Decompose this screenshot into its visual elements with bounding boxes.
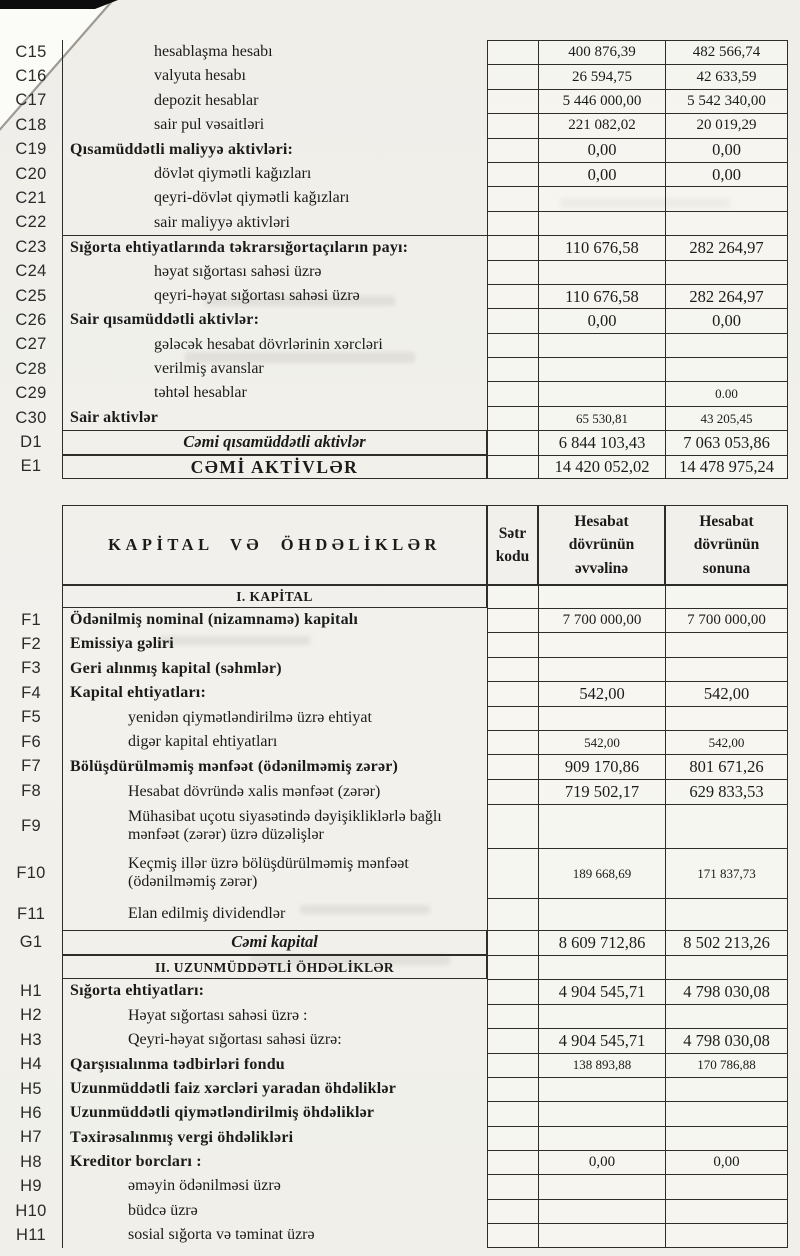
row-code: H3 — [20, 1030, 42, 1049]
value-period-end: 0.00 — [665, 381, 788, 405]
table-row — [0, 979, 788, 1003]
value-period-begin — [538, 898, 665, 930]
value-period-end: 43 205,45 — [665, 406, 788, 430]
table-row — [0, 779, 788, 804]
row-label: II. UZUNMÜDDƏTLİ ÖHDƏLİKLƏR — [62, 955, 487, 979]
line-code-cell — [487, 186, 538, 210]
value-period-begin — [538, 1077, 665, 1101]
line-code-cell — [487, 308, 538, 332]
row-code: F6 — [21, 732, 41, 751]
value-period-end: 542,00 — [665, 681, 788, 705]
row-label: sair maliyyə aktivləri — [62, 211, 487, 235]
row-label: Sığorta ehtiyatları: — [62, 979, 487, 1003]
value-period-begin: 7 700 000,00 — [538, 608, 665, 632]
row-label: Sair qısamüddətli aktivlər: — [62, 308, 487, 332]
row-label: dövlət qiymətli kağızları — [62, 162, 487, 186]
header-period-begin-column: Hesabat dövrünün əvvəlinə — [538, 505, 665, 585]
line-code-cell — [487, 585, 538, 608]
table-row — [0, 754, 788, 779]
value-period-end — [665, 804, 788, 848]
row-code: H1 — [20, 982, 42, 1001]
value-period-end: 8 502 213,26 — [665, 930, 788, 955]
line-code-cell — [487, 898, 538, 930]
line-code-cell — [487, 1053, 538, 1077]
value-period-end: 4 798 030,08 — [665, 1028, 788, 1052]
row-code: H10 — [15, 1201, 47, 1220]
value-period-end — [665, 632, 788, 656]
value-period-end: 0,00 — [665, 1150, 788, 1174]
line-code-cell — [487, 455, 538, 479]
row-label: Sair aktivlər — [62, 406, 487, 430]
row-code: D1 — [20, 432, 42, 451]
value-period-end: 282 264,97 — [665, 284, 788, 308]
row-label: Hesabat dövründə xalis mənfəət (zərər) — [62, 779, 487, 804]
row-label: büdcə üzrə — [62, 1199, 487, 1223]
row-code: F10 — [16, 863, 46, 882]
row-code: G1 — [19, 933, 43, 952]
row-label: Qarşısıalınma tədbirləri fondu — [62, 1053, 487, 1077]
header-title: KAPİTAL VƏ ÖHDƏLİKLƏR — [62, 505, 487, 585]
row-code: C21 — [15, 189, 47, 208]
row-label: valyuta hesabı — [62, 64, 487, 88]
value-period-end: 482 566,74 — [665, 40, 788, 64]
row-code — [0, 585, 62, 608]
row-code: F2 — [21, 635, 41, 654]
line-code-cell — [487, 406, 538, 430]
row-label: həyat sığortası sahəsi üzrə — [62, 260, 487, 284]
row-label: Uzunmüddətli faiz xərcləri yaradan öhdəliklər — [62, 1077, 487, 1101]
row-code: H11 — [16, 1225, 46, 1244]
value-period-begin: 0,00 — [538, 1150, 665, 1174]
value-period-begin — [538, 955, 665, 979]
row-code: C25 — [15, 286, 47, 305]
value-period-end — [665, 1004, 788, 1028]
row-code: C16 — [15, 67, 47, 86]
row-label: Ödənilmiş nominal (nizamnamə) kapitalı — [62, 608, 487, 632]
value-period-begin: 4 904 545,71 — [538, 1028, 665, 1052]
row-label: Sığorta ehtiyatlarında təkrarsığortaçıların payı: — [62, 235, 487, 259]
line-code-cell — [487, 284, 538, 308]
row-code: C28 — [15, 359, 47, 378]
line-code-cell — [487, 930, 538, 955]
table-row — [0, 455, 788, 479]
line-code-cell — [487, 1174, 538, 1198]
line-code-cell — [487, 1077, 538, 1101]
value-period-end — [665, 1174, 788, 1198]
row-label: Bölüşdürülməmiş mənfəət (ödənilməmiş zərər) — [62, 754, 487, 779]
line-code-cell — [487, 681, 538, 705]
line-code-cell — [487, 1126, 538, 1150]
row-code: C15 — [15, 42, 47, 61]
line-code-cell — [487, 657, 538, 681]
value-period-begin: 909 170,86 — [538, 754, 665, 779]
value-period-end: 4 798 030,08 — [665, 979, 788, 1003]
row-label: Təxirəsalınmış vergi öhdəlikləri — [62, 1126, 487, 1150]
table-row — [0, 1174, 788, 1198]
value-period-end — [665, 1199, 788, 1223]
row-code: C29 — [15, 384, 47, 403]
line-code-cell — [487, 1150, 538, 1174]
value-period-begin: 65 530,81 — [538, 406, 665, 430]
row-label: Uzunmüddətli qiymətləndirilmiş öhdəliklər — [62, 1101, 487, 1125]
row-label: digər kapital ehtiyatları — [62, 730, 487, 754]
line-code-cell — [487, 706, 538, 730]
value-period-begin — [538, 1174, 665, 1198]
value-period-begin — [538, 186, 665, 210]
row-code: F3 — [21, 659, 41, 678]
value-period-end — [665, 706, 788, 730]
value-period-end: 801 671,26 — [665, 754, 788, 779]
row-code: F5 — [21, 708, 41, 727]
capital-liabilities-table — [0, 505, 788, 1248]
table-row — [0, 1077, 788, 1101]
line-code-cell — [487, 333, 538, 357]
row-code: F7 — [21, 757, 41, 776]
row-label: Elan edilmiş dividendlər — [62, 898, 487, 930]
value-period-end: 629 833,53 — [665, 779, 788, 804]
row-label: qeyri-dövlət qiymətli kağızları — [62, 186, 487, 210]
value-period-end — [665, 898, 788, 930]
line-code-cell — [487, 1028, 538, 1052]
value-period-end: 171 837,73 — [665, 848, 788, 898]
line-code-cell — [487, 804, 538, 848]
row-code: C22 — [15, 213, 47, 232]
line-code-cell — [487, 730, 538, 754]
row-label: Kapital ehtiyatları: — [62, 681, 487, 705]
value-period-end: 20 019,29 — [665, 113, 788, 137]
row-label: hesablaşma hesabı — [62, 40, 487, 64]
row-code — [0, 955, 62, 979]
table-row — [0, 162, 788, 186]
line-code-cell — [487, 357, 538, 381]
header-line-code-column: Sətr kodu — [487, 505, 538, 585]
table-row — [0, 64, 788, 88]
table-row — [0, 657, 788, 681]
value-period-begin — [538, 1223, 665, 1247]
value-period-end — [665, 357, 788, 381]
value-period-begin: 26 594,75 — [538, 64, 665, 88]
table-row — [0, 1028, 788, 1052]
table-row — [0, 357, 788, 381]
row-code: H6 — [20, 1103, 42, 1122]
header-code-spacer — [0, 505, 62, 585]
line-code-cell — [487, 1223, 538, 1247]
row-label: qeyri-həyat sığortası sahəsi üzrə — [62, 284, 487, 308]
row-code: F9 — [21, 816, 41, 835]
row-code: H4 — [20, 1055, 42, 1074]
row-code: H7 — [20, 1128, 42, 1147]
row-label: Geri alınmış kapital (səhmlər) — [62, 657, 487, 681]
row-label: yenidən qiymətləndirilmə üzrə ehtiyat — [62, 706, 487, 730]
table-row — [0, 585, 788, 608]
value-period-begin: 14 420 052,02 — [538, 455, 665, 479]
table-row — [0, 1223, 788, 1247]
value-period-end: 0,00 — [665, 162, 788, 186]
value-period-end: 42 633,59 — [665, 64, 788, 88]
value-period-end — [665, 1077, 788, 1101]
row-label: verilmiş avanslar — [62, 357, 487, 381]
line-code-cell — [487, 138, 538, 162]
table-row — [0, 1150, 788, 1174]
row-label: I. KAPİTAL — [62, 585, 487, 608]
value-period-end — [665, 657, 788, 681]
value-period-end: 7 700 000,00 — [665, 608, 788, 632]
line-code-cell — [487, 235, 538, 259]
row-label: Keçmiş illər üzrə bölüşdürülməmiş mənfəət (ödənilməmiş zərər) — [62, 848, 487, 898]
value-period-begin — [538, 1199, 665, 1223]
line-code-cell — [487, 430, 538, 454]
table-row — [0, 1053, 788, 1077]
value-period-begin: 6 844 103,43 — [538, 430, 665, 454]
table-row — [0, 804, 788, 848]
row-label: depozit hesablar — [62, 89, 487, 113]
table-row — [0, 235, 788, 259]
table-header-row — [0, 505, 788, 585]
table-row — [0, 848, 788, 898]
row-label: CƏMİ AKTİVLƏR — [62, 455, 487, 479]
value-period-end — [665, 186, 788, 210]
value-period-begin — [538, 211, 665, 235]
value-period-end: 0,00 — [665, 308, 788, 332]
value-period-end: 542,00 — [665, 730, 788, 754]
line-code-cell — [487, 162, 538, 186]
line-code-cell — [487, 1004, 538, 1028]
value-period-begin — [538, 1004, 665, 1028]
value-period-end: 170 786,88 — [665, 1053, 788, 1077]
row-code: F1 — [21, 610, 41, 629]
value-period-end: 282 264,97 — [665, 235, 788, 259]
table-row — [0, 186, 788, 210]
row-code: C27 — [15, 335, 47, 354]
table-row — [0, 706, 788, 730]
value-period-end — [665, 333, 788, 357]
table-row — [0, 955, 788, 979]
line-code-cell — [487, 381, 538, 405]
table-row — [0, 284, 788, 308]
row-code: C18 — [15, 115, 47, 134]
value-period-begin: 221 082,02 — [538, 113, 665, 137]
value-period-begin — [538, 657, 665, 681]
table-row — [0, 1199, 788, 1223]
line-code-cell — [487, 113, 538, 137]
value-period-end — [665, 1223, 788, 1247]
line-code-cell — [487, 979, 538, 1003]
table-row — [0, 1126, 788, 1150]
value-period-begin — [538, 1126, 665, 1150]
line-code-cell — [487, 955, 538, 979]
row-code: C20 — [15, 164, 47, 183]
value-period-begin — [538, 1101, 665, 1125]
assets-table — [0, 40, 788, 479]
line-code-cell — [487, 779, 538, 804]
row-code: H9 — [20, 1177, 42, 1196]
value-period-begin — [538, 804, 665, 848]
table-body — [0, 585, 788, 1248]
row-code: F11 — [16, 904, 46, 923]
line-code-cell — [487, 64, 538, 88]
row-label: təhtəl hesablar — [62, 381, 487, 405]
value-period-begin: 542,00 — [538, 730, 665, 754]
row-label: əməyin ödənilməsi üzrə — [62, 1174, 487, 1198]
line-code-cell — [487, 89, 538, 113]
line-code-cell — [487, 754, 538, 779]
value-period-begin: 8 609 712,86 — [538, 930, 665, 955]
row-label: Cəmi qısamüddətli aktivlər — [62, 430, 487, 454]
table-row — [0, 608, 788, 632]
table-row — [0, 333, 788, 357]
row-code: C24 — [15, 262, 47, 281]
value-period-end — [665, 585, 788, 608]
line-code-cell — [487, 632, 538, 656]
value-period-begin — [538, 381, 665, 405]
value-period-end: 0,00 — [665, 138, 788, 162]
value-period-begin: 110 676,58 — [538, 235, 665, 259]
value-period-begin: 719 502,17 — [538, 779, 665, 804]
value-period-begin — [538, 585, 665, 608]
table-row — [0, 898, 788, 930]
row-label: sair pul vəsaitləri — [62, 113, 487, 137]
value-period-begin — [538, 632, 665, 656]
table-row — [0, 1004, 788, 1028]
row-code: C26 — [15, 310, 47, 329]
value-period-begin: 400 876,39 — [538, 40, 665, 64]
table-row — [0, 308, 788, 332]
value-period-end: 5 542 340,00 — [665, 89, 788, 113]
line-code-cell — [487, 608, 538, 632]
row-label: Qeyri-həyat sığortası sahəsi üzrə: — [62, 1028, 487, 1052]
value-period-end — [665, 1101, 788, 1125]
row-code: C17 — [15, 91, 47, 110]
table-row — [0, 89, 788, 113]
value-period-begin: 0,00 — [538, 308, 665, 332]
row-code: F4 — [21, 683, 41, 702]
table-row — [0, 138, 788, 162]
row-label: Cəmi kapital — [62, 930, 487, 955]
value-period-end: 14 478 975,24 — [665, 455, 788, 479]
value-period-begin — [538, 706, 665, 730]
value-period-end — [665, 260, 788, 284]
row-label: Həyat sığortası sahəsi üzrə : — [62, 1004, 487, 1028]
value-period-begin: 4 904 545,71 — [538, 979, 665, 1003]
header-period-end-column: Hesabat dövrünün sonuna — [665, 505, 788, 585]
table-row — [0, 381, 788, 405]
table-row — [0, 681, 788, 705]
table-row — [0, 430, 788, 454]
value-period-end — [665, 1126, 788, 1150]
value-period-begin — [538, 333, 665, 357]
value-period-begin: 138 893,88 — [538, 1053, 665, 1077]
value-period-begin — [538, 357, 665, 381]
row-label: sosial sığorta və təminat üzrə — [62, 1223, 487, 1247]
line-code-cell — [487, 1199, 538, 1223]
table-row — [0, 260, 788, 284]
value-period-begin: 0,00 — [538, 138, 665, 162]
value-period-begin: 0,00 — [538, 162, 665, 186]
line-code-cell — [487, 40, 538, 64]
row-code: C19 — [15, 140, 47, 159]
value-period-begin — [538, 260, 665, 284]
table-row — [0, 113, 788, 137]
value-period-end — [665, 955, 788, 979]
row-label: Emissiya gəliri — [62, 632, 487, 656]
line-code-cell — [487, 1101, 538, 1125]
row-code: H2 — [20, 1006, 42, 1025]
value-period-begin: 110 676,58 — [538, 284, 665, 308]
table-row — [0, 40, 788, 64]
row-code: H5 — [20, 1079, 42, 1098]
row-code: C23 — [15, 237, 47, 256]
value-period-begin: 5 446 000,00 — [538, 89, 665, 113]
table-row — [0, 930, 788, 955]
row-label: Mühasibat uçotu siyasətində dəyişikliklərlə bağlı mənfəət (zərər) üzrə düzəlişlər — [62, 804, 487, 848]
line-code-cell — [487, 260, 538, 284]
row-label: gələcək hesabat dövrlərinin xərcləri — [62, 333, 487, 357]
value-period-begin: 189 668,69 — [538, 848, 665, 898]
row-label: Kreditor borcları : — [62, 1150, 487, 1174]
row-code: C30 — [15, 408, 47, 427]
row-code: E1 — [20, 457, 42, 476]
line-code-cell — [487, 848, 538, 898]
value-period-begin: 542,00 — [538, 681, 665, 705]
table-row — [0, 406, 788, 430]
line-code-cell — [487, 211, 538, 235]
row-code: F8 — [21, 782, 41, 801]
table-row — [0, 211, 788, 235]
value-period-end — [665, 211, 788, 235]
table-row — [0, 730, 788, 754]
table-row — [0, 1101, 788, 1125]
row-label: Qısamüddətli maliyyə aktivləri: — [62, 138, 487, 162]
row-code: H8 — [20, 1152, 42, 1171]
value-period-end: 7 063 053,86 — [665, 430, 788, 454]
table-row — [0, 632, 788, 656]
